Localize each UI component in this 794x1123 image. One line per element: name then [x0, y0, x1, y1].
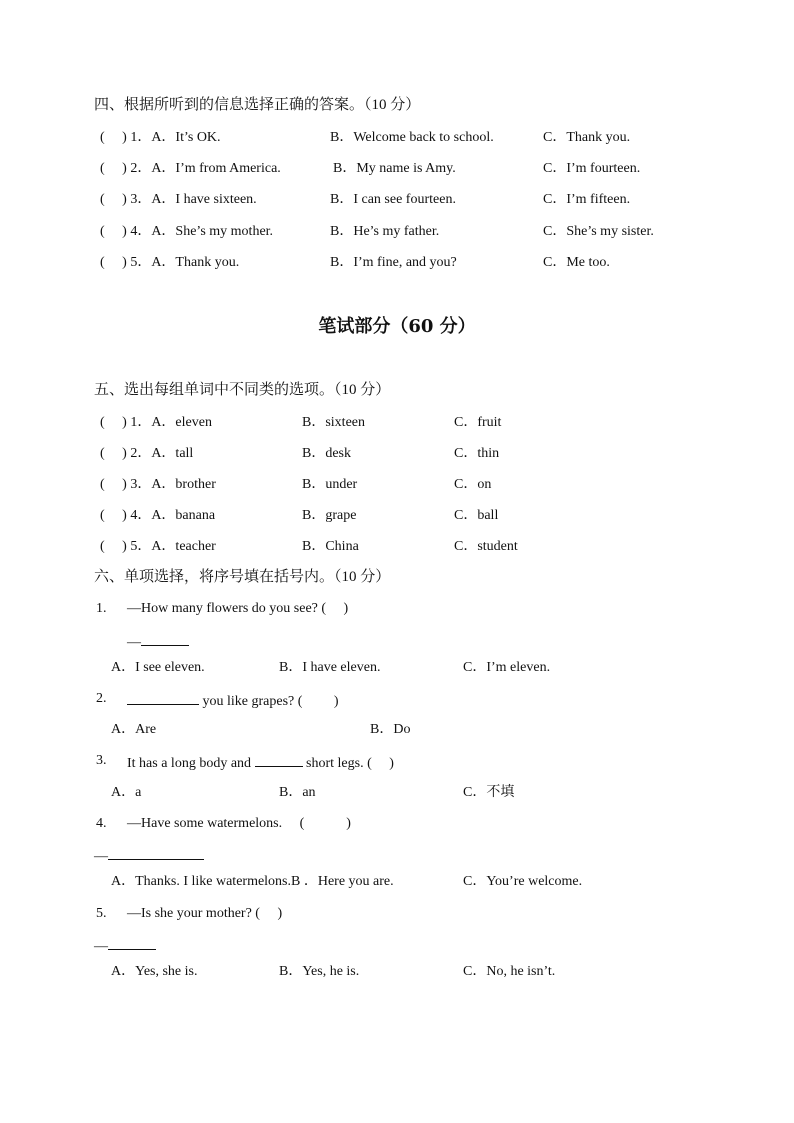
q4-option-c: C．You’re welcome. [463, 874, 583, 889]
s5-item-1-c: C．fruit [454, 415, 502, 430]
q5-text: —Is she your mother? ( ) [127, 906, 283, 921]
written-part-title: 笔试部分（60 分） [318, 316, 476, 337]
s4-item-3-c: C．I’m fifteen. [543, 192, 631, 207]
q3-option-c: C．不填 [463, 785, 515, 800]
s4-item-5-a: ( ) 5．A．Thank you. [100, 255, 240, 270]
section-4-heading: 四、根据所听到的信息选择正确的答案。（10 分） [94, 97, 421, 113]
s4-item-5-b: B．I’m fine, and you? [330, 255, 457, 270]
q1-answer-line [127, 631, 189, 652]
q1-option-b: B．I have eleven. [279, 660, 381, 675]
s4-item-4-b: B．He’s my father. [330, 224, 440, 239]
s5-item-4-a: ( ) 4．A．banana [100, 508, 216, 523]
s5-item-1-a: ( ) 1．A．eleven [100, 415, 212, 430]
s4-item-1-b: B．Welcome back to school. [330, 130, 494, 145]
q5-option-a: A．Yes, she is. [111, 964, 198, 979]
s5-item-5-c: C．student [454, 539, 518, 554]
q1-answer-blank[interactable] [141, 631, 189, 646]
q1-number: 1. [96, 601, 107, 616]
s5-item-3-b: B．under [302, 477, 358, 492]
q4-number: 4. [96, 816, 107, 831]
q2-text-after: you like grapes? ( ) [199, 694, 339, 709]
s5-item-2-b: B．desk [302, 446, 351, 461]
q5-answer-dash: — [94, 939, 108, 954]
s4-item-3-a: ( ) 3．A．I have sixteen. [100, 192, 257, 207]
s4-item-2-c: C．I’m fourteen. [543, 161, 641, 176]
q5-number: 5. [96, 906, 107, 921]
s5-item-1-b: B．sixteen [302, 415, 365, 430]
q1-option-c: C．I’m eleven. [463, 660, 551, 675]
q5-answer-line [94, 935, 156, 956]
s4-item-4-a: ( ) 4．A．She’s my mother. [100, 224, 274, 239]
s4-item-3-b: B．I can see fourteen. [330, 192, 456, 207]
q2-option-b: B．Do [370, 722, 411, 737]
q3-text-after: short legs. ( ) [302, 756, 394, 771]
q2-text [127, 690, 339, 711]
s5-item-5-b: B．China [302, 539, 359, 554]
s4-item-4-c: C．She’s my sister. [543, 224, 654, 239]
q1-option-a: A．I see eleven. [111, 660, 205, 675]
s4-item-2-b: B．My name is Amy. [333, 161, 456, 176]
s4-item-5-c: C．Me too. [543, 255, 610, 270]
q2-number: 2. [96, 691, 107, 706]
s5-item-3-a: ( ) 3．A．brother [100, 477, 216, 492]
q2-option-a: A．Are [111, 722, 157, 737]
q4-answer-line [94, 845, 204, 866]
s5-item-4-c: C．ball [454, 508, 499, 523]
q5-option-c: C．No, he isn’t. [463, 964, 556, 979]
q3-number: 3. [96, 753, 107, 768]
q5-option-b: B．Yes, he is. [279, 964, 360, 979]
q3-option-b: B．an [279, 785, 316, 800]
section-5-heading: 五、选出每组单词中不同类的选项。（10 分） [94, 382, 391, 398]
q4-answer-dash: — [94, 849, 108, 864]
s5-item-2-c: C．thin [454, 446, 500, 461]
s5-item-3-c: C．on [454, 477, 492, 492]
s5-item-4-b: B．grape [302, 508, 357, 523]
q2-blank[interactable] [127, 690, 199, 705]
s4-item-2-a: ( ) 2．A．I’m from America. [100, 161, 281, 176]
section-6-heading: 六、单项选择，将序号填在括号内。（10 分） [94, 569, 391, 585]
q4-text: —Have some watermelons. ( ) [127, 816, 351, 831]
q4-option-a-b: A．Thanks. I like watermelons.B ．Here you are. [111, 874, 394, 889]
q3-blank[interactable] [255, 752, 303, 767]
q3-text-before: It has a long body and [127, 756, 255, 771]
q4-answer-blank[interactable] [108, 845, 204, 860]
q1-text: —How many flowers do you see? ( ) [127, 601, 349, 616]
s5-item-5-a: ( ) 5．A．teacher [100, 539, 216, 554]
s4-item-1-a: ( ) 1．A．It’s OK. [100, 130, 221, 145]
s5-item-2-a: ( ) 2．A．tall [100, 446, 194, 461]
q5-answer-blank[interactable] [108, 935, 156, 950]
q1-answer-dash: — [127, 635, 141, 650]
s4-item-1-c: C．Thank you. [543, 130, 631, 145]
q3-text [127, 752, 394, 773]
q3-option-a: A．a [111, 785, 142, 800]
